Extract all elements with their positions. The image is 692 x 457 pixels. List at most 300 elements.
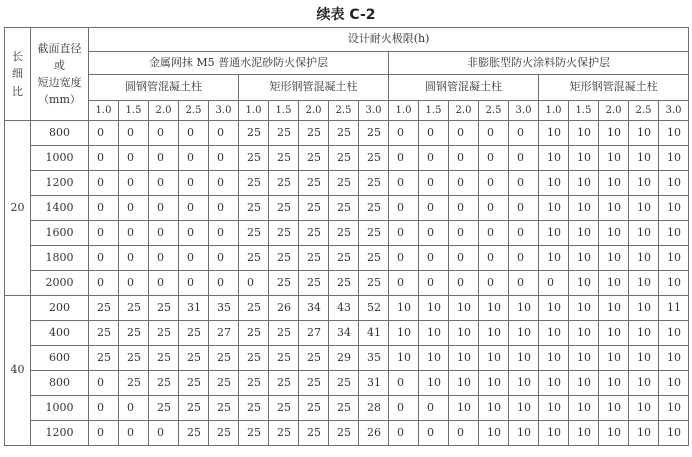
value-cell: 0: [179, 271, 209, 296]
value-cell: 0: [449, 246, 479, 271]
value-cell: 10: [569, 396, 599, 421]
value-cell: 10: [629, 121, 659, 146]
size-cell: 800: [31, 121, 89, 146]
value-cell: 0: [509, 121, 539, 146]
value-cell: 0: [209, 271, 239, 296]
value-cell: 10: [569, 171, 599, 196]
value-cell: 10: [629, 421, 659, 446]
table-row: [5, 146, 689, 171]
size-cell: 1400: [31, 196, 89, 221]
value-cell: 0: [119, 271, 149, 296]
value-cell: 0: [449, 196, 479, 221]
header-hour: 2.5: [179, 101, 209, 121]
slenderness-cell: 40: [5, 296, 31, 446]
value-cell: 43: [329, 296, 359, 321]
value-cell: 0: [389, 146, 419, 171]
value-cell: 10: [659, 421, 689, 446]
value-cell: 0: [119, 246, 149, 271]
value-cell: 10: [389, 321, 419, 346]
value-cell: 10: [479, 296, 509, 321]
header-hour: 2.5: [479, 101, 509, 121]
value-cell: 0: [479, 246, 509, 271]
value-cell: 25: [239, 346, 269, 371]
header-protection-coating: 非膨胀型防火涂料防火保护层: [389, 52, 689, 75]
value-cell: 0: [509, 271, 539, 296]
header-fire-limit: 设计耐火极限(h): [89, 28, 689, 52]
size-cell: 2000: [31, 271, 89, 296]
value-cell: 0: [119, 396, 149, 421]
value-cell: 10: [569, 346, 599, 371]
value-cell: 0: [149, 221, 179, 246]
value-cell: 0: [179, 171, 209, 196]
value-cell: 10: [569, 421, 599, 446]
value-cell: 10: [419, 296, 449, 321]
value-cell: 0: [479, 221, 509, 246]
value-cell: 25: [239, 321, 269, 346]
value-cell: 25: [299, 371, 329, 396]
value-cell: 10: [599, 196, 629, 221]
value-cell: 10: [599, 221, 629, 246]
value-cell: 0: [89, 371, 119, 396]
value-cell: 10: [419, 371, 449, 396]
value-cell: 31: [179, 296, 209, 321]
table-row: [5, 121, 689, 146]
table-row: [5, 296, 689, 321]
value-cell: 25: [299, 346, 329, 371]
value-cell: 34: [329, 321, 359, 346]
value-cell: 0: [149, 171, 179, 196]
value-cell: 0: [149, 246, 179, 271]
value-cell: 10: [449, 371, 479, 396]
value-cell: 25: [269, 196, 299, 221]
header-hour: 1.5: [569, 101, 599, 121]
value-cell: 10: [479, 421, 509, 446]
value-cell: 0: [119, 221, 149, 246]
value-cell: 0: [389, 396, 419, 421]
value-cell: 25: [359, 121, 389, 146]
value-cell: 0: [119, 171, 149, 196]
header-hour: 1.5: [119, 101, 149, 121]
value-cell: 25: [119, 346, 149, 371]
value-cell: 10: [659, 221, 689, 246]
value-cell: 0: [89, 146, 119, 171]
value-cell: 25: [269, 321, 299, 346]
value-cell: 0: [179, 221, 209, 246]
header-hour: 2.0: [449, 101, 479, 121]
value-cell: 25: [329, 396, 359, 421]
value-cell: 0: [149, 121, 179, 146]
value-cell: 0: [239, 271, 269, 296]
value-cell: 0: [419, 196, 449, 221]
header-rect-column-1: 矩形钢管混凝土柱: [239, 75, 389, 101]
value-cell: 0: [389, 221, 419, 246]
value-cell: 10: [569, 196, 599, 221]
table-row: [5, 171, 689, 196]
value-cell: 0: [209, 246, 239, 271]
value-cell: 0: [119, 196, 149, 221]
header-hour: 3.0: [659, 101, 689, 121]
value-cell: 10: [599, 396, 629, 421]
value-cell: 0: [179, 121, 209, 146]
value-cell: 25: [299, 196, 329, 221]
value-cell: 10: [509, 321, 539, 346]
value-cell: 25: [359, 196, 389, 221]
size-cell: 200: [31, 296, 89, 321]
header-hour: 3.0: [509, 101, 539, 121]
value-cell: 25: [239, 396, 269, 421]
value-cell: 10: [569, 221, 599, 246]
value-cell: 0: [449, 171, 479, 196]
value-cell: 25: [359, 221, 389, 246]
value-cell: 25: [329, 146, 359, 171]
value-cell: 10: [629, 346, 659, 371]
value-cell: 0: [389, 171, 419, 196]
value-cell: 25: [269, 421, 299, 446]
value-cell: 10: [629, 371, 659, 396]
value-cell: 25: [119, 321, 149, 346]
value-cell: 25: [329, 171, 359, 196]
value-cell: 10: [449, 296, 479, 321]
value-cell: 0: [449, 271, 479, 296]
value-cell: 25: [329, 121, 359, 146]
value-cell: 10: [569, 371, 599, 396]
value-cell: 10: [599, 321, 629, 346]
value-cell: 25: [209, 371, 239, 396]
value-cell: 10: [539, 146, 569, 171]
value-cell: 10: [509, 421, 539, 446]
header-protection-mortar: 金属网抹 M5 普通水泥砂防火保护层: [89, 52, 389, 75]
value-cell: 10: [659, 346, 689, 371]
value-cell: 10: [539, 171, 569, 196]
value-cell: 0: [119, 121, 149, 146]
value-cell: 25: [239, 196, 269, 221]
value-cell: 25: [119, 296, 149, 321]
value-cell: 0: [89, 121, 119, 146]
slenderness-cell: 20: [5, 121, 31, 296]
value-cell: 25: [239, 371, 269, 396]
value-cell: 29: [329, 346, 359, 371]
value-cell: 10: [389, 346, 419, 371]
value-cell: 0: [209, 146, 239, 171]
value-cell: 25: [179, 371, 209, 396]
value-cell: 10: [479, 396, 509, 421]
value-cell: 25: [149, 396, 179, 421]
value-cell: 10: [569, 246, 599, 271]
table-row: [5, 221, 689, 246]
value-cell: 0: [209, 171, 239, 196]
value-cell: 25: [179, 346, 209, 371]
value-cell: 0: [179, 196, 209, 221]
value-cell: 25: [329, 221, 359, 246]
value-cell: 0: [209, 221, 239, 246]
value-cell: 10: [569, 321, 599, 346]
value-cell: 0: [119, 146, 149, 171]
value-cell: 10: [569, 121, 599, 146]
value-cell: 25: [239, 121, 269, 146]
value-cell: 10: [629, 321, 659, 346]
value-cell: 0: [479, 196, 509, 221]
size-cell: 1200: [31, 171, 89, 196]
value-cell: 10: [479, 371, 509, 396]
value-cell: 0: [479, 271, 509, 296]
table-row: [5, 396, 689, 421]
value-cell: 25: [269, 146, 299, 171]
value-cell: 25: [269, 346, 299, 371]
value-cell: 10: [659, 321, 689, 346]
value-cell: 25: [299, 146, 329, 171]
value-cell: 0: [479, 171, 509, 196]
value-cell: 0: [509, 246, 539, 271]
value-cell: 41: [359, 321, 389, 346]
value-cell: 25: [299, 221, 329, 246]
page-title: 续表 C-2: [316, 7, 376, 23]
value-cell: 25: [269, 396, 299, 421]
value-cell: 0: [449, 421, 479, 446]
value-cell: 10: [509, 371, 539, 396]
value-cell: 25: [89, 346, 119, 371]
value-cell: 10: [659, 171, 689, 196]
value-cell: 10: [419, 346, 449, 371]
value-cell: 0: [479, 121, 509, 146]
table-row: [5, 196, 689, 221]
value-cell: 25: [239, 221, 269, 246]
value-cell: 10: [629, 221, 659, 246]
header-hour: 3.0: [209, 101, 239, 121]
value-cell: 25: [329, 196, 359, 221]
value-cell: 10: [419, 321, 449, 346]
value-cell: 0: [89, 246, 119, 271]
header-hour: 2.0: [299, 101, 329, 121]
value-cell: 10: [449, 396, 479, 421]
value-cell: 25: [359, 171, 389, 196]
value-cell: 10: [569, 271, 599, 296]
value-cell: 0: [89, 396, 119, 421]
value-cell: 10: [599, 371, 629, 396]
value-cell: 0: [89, 171, 119, 196]
value-cell: 10: [599, 346, 629, 371]
value-cell: 0: [179, 246, 209, 271]
header-round-column-1: 圆钢管混凝土柱: [89, 75, 239, 101]
value-cell: 25: [299, 271, 329, 296]
value-cell: 10: [599, 171, 629, 196]
value-cell: 35: [359, 346, 389, 371]
header-hour: 1.5: [419, 101, 449, 121]
header-hour: 1.0: [89, 101, 119, 121]
value-cell: 25: [239, 246, 269, 271]
value-cell: 0: [89, 196, 119, 221]
value-cell: 10: [629, 296, 659, 321]
value-cell: 0: [449, 121, 479, 146]
value-cell: 10: [599, 146, 629, 171]
value-cell: 25: [239, 296, 269, 321]
value-cell: 25: [89, 296, 119, 321]
value-cell: 0: [149, 146, 179, 171]
value-cell: 10: [659, 246, 689, 271]
value-cell: 0: [389, 246, 419, 271]
value-cell: 25: [149, 371, 179, 396]
value-cell: 52: [359, 296, 389, 321]
header-diameter: 截面直径 或 短边宽度 （mm）: [31, 28, 89, 121]
value-cell: 0: [419, 246, 449, 271]
value-cell: 10: [629, 146, 659, 171]
value-cell: 25: [299, 246, 329, 271]
value-cell: 0: [389, 371, 419, 396]
header-hour: 1.5: [269, 101, 299, 121]
value-cell: 35: [209, 296, 239, 321]
value-cell: 25: [299, 396, 329, 421]
value-cell: 0: [89, 421, 119, 446]
value-cell: 25: [239, 146, 269, 171]
size-cell: 1000: [31, 396, 89, 421]
value-cell: 25: [269, 371, 299, 396]
value-cell: 0: [389, 196, 419, 221]
value-cell: 25: [269, 271, 299, 296]
value-cell: 26: [359, 421, 389, 446]
value-cell: 25: [359, 146, 389, 171]
value-cell: 10: [569, 296, 599, 321]
header-slenderness: 长 细 比: [5, 28, 31, 121]
value-cell: 26: [269, 296, 299, 321]
value-cell: 25: [269, 171, 299, 196]
value-cell: 0: [419, 421, 449, 446]
value-cell: 0: [209, 121, 239, 146]
value-cell: 0: [389, 121, 419, 146]
value-cell: 10: [599, 421, 629, 446]
value-cell: 25: [329, 271, 359, 296]
size-cell: 1000: [31, 146, 89, 171]
value-cell: 25: [299, 121, 329, 146]
value-cell: 0: [119, 421, 149, 446]
value-cell: 0: [389, 421, 419, 446]
value-cell: 25: [209, 421, 239, 446]
value-cell: 10: [539, 296, 569, 321]
value-cell: 0: [509, 171, 539, 196]
value-cell: 25: [179, 421, 209, 446]
value-cell: 0: [419, 121, 449, 146]
value-cell: 10: [659, 371, 689, 396]
table-row: [5, 346, 689, 371]
value-cell: 25: [359, 271, 389, 296]
value-cell: 10: [539, 371, 569, 396]
value-cell: 25: [209, 396, 239, 421]
value-cell: 10: [659, 196, 689, 221]
header-hour: 2.0: [149, 101, 179, 121]
value-cell: 0: [179, 146, 209, 171]
size-cell: 800: [31, 371, 89, 396]
value-cell: 10: [629, 271, 659, 296]
value-cell: 10: [539, 346, 569, 371]
value-cell: 10: [509, 396, 539, 421]
value-cell: 25: [239, 421, 269, 446]
fire-protection-table: [4, 27, 689, 446]
header-hour: 2.0: [599, 101, 629, 121]
value-cell: 10: [599, 296, 629, 321]
value-cell: 10: [569, 146, 599, 171]
value-cell: 0: [449, 221, 479, 246]
header-hour: 3.0: [359, 101, 389, 121]
value-cell: 10: [599, 271, 629, 296]
value-cell: 10: [509, 346, 539, 371]
value-cell: 10: [539, 221, 569, 246]
size-cell: 600: [31, 346, 89, 371]
value-cell: 0: [419, 271, 449, 296]
value-cell: 27: [299, 321, 329, 346]
value-cell: 25: [179, 321, 209, 346]
value-cell: 10: [539, 321, 569, 346]
value-cell: 10: [659, 271, 689, 296]
value-cell: 10: [629, 196, 659, 221]
size-cell: 1600: [31, 221, 89, 246]
value-cell: 25: [149, 321, 179, 346]
value-cell: 11: [659, 296, 689, 321]
value-cell: 0: [509, 221, 539, 246]
value-cell: 10: [659, 146, 689, 171]
value-cell: 10: [629, 171, 659, 196]
header-rect-column-2: 矩形钢管混凝土柱: [539, 75, 689, 101]
value-cell: 25: [239, 171, 269, 196]
value-cell: 10: [539, 396, 569, 421]
value-cell: 10: [449, 346, 479, 371]
value-cell: 25: [269, 121, 299, 146]
value-cell: 25: [89, 321, 119, 346]
value-cell: 27: [209, 321, 239, 346]
table-row: [5, 246, 689, 271]
value-cell: 10: [449, 321, 479, 346]
value-cell: 25: [269, 221, 299, 246]
header-hour: 2.5: [629, 101, 659, 121]
table-row: [5, 371, 689, 396]
value-cell: 10: [629, 246, 659, 271]
value-cell: 25: [209, 346, 239, 371]
value-cell: 0: [149, 421, 179, 446]
value-cell: 0: [449, 146, 479, 171]
value-cell: 10: [539, 421, 569, 446]
value-cell: 10: [599, 246, 629, 271]
table-row: [5, 321, 689, 346]
header-round-column-2: 圆钢管混凝土柱: [389, 75, 539, 101]
value-cell: 25: [179, 396, 209, 421]
header-hour: 1.0: [239, 101, 269, 121]
value-cell: 10: [539, 121, 569, 146]
value-cell: 25: [269, 246, 299, 271]
value-cell: 0: [539, 271, 569, 296]
value-cell: 10: [389, 296, 419, 321]
value-cell: 0: [419, 146, 449, 171]
size-cell: 1800: [31, 246, 89, 271]
table-row: [5, 421, 689, 446]
value-cell: 0: [419, 396, 449, 421]
value-cell: 10: [509, 296, 539, 321]
value-cell: 10: [629, 396, 659, 421]
value-cell: 25: [329, 421, 359, 446]
value-cell: 0: [419, 171, 449, 196]
value-cell: 25: [149, 346, 179, 371]
value-cell: 0: [389, 271, 419, 296]
value-cell: 0: [419, 221, 449, 246]
value-cell: 0: [149, 196, 179, 221]
value-cell: 10: [539, 196, 569, 221]
value-cell: 10: [479, 321, 509, 346]
value-cell: 25: [299, 421, 329, 446]
value-cell: 28: [359, 396, 389, 421]
header-hour: 1.0: [389, 101, 419, 121]
value-cell: 10: [539, 246, 569, 271]
value-cell: 25: [359, 246, 389, 271]
table-row: [5, 271, 689, 296]
value-cell: 0: [509, 146, 539, 171]
value-cell: 34: [299, 296, 329, 321]
value-cell: 25: [119, 371, 149, 396]
